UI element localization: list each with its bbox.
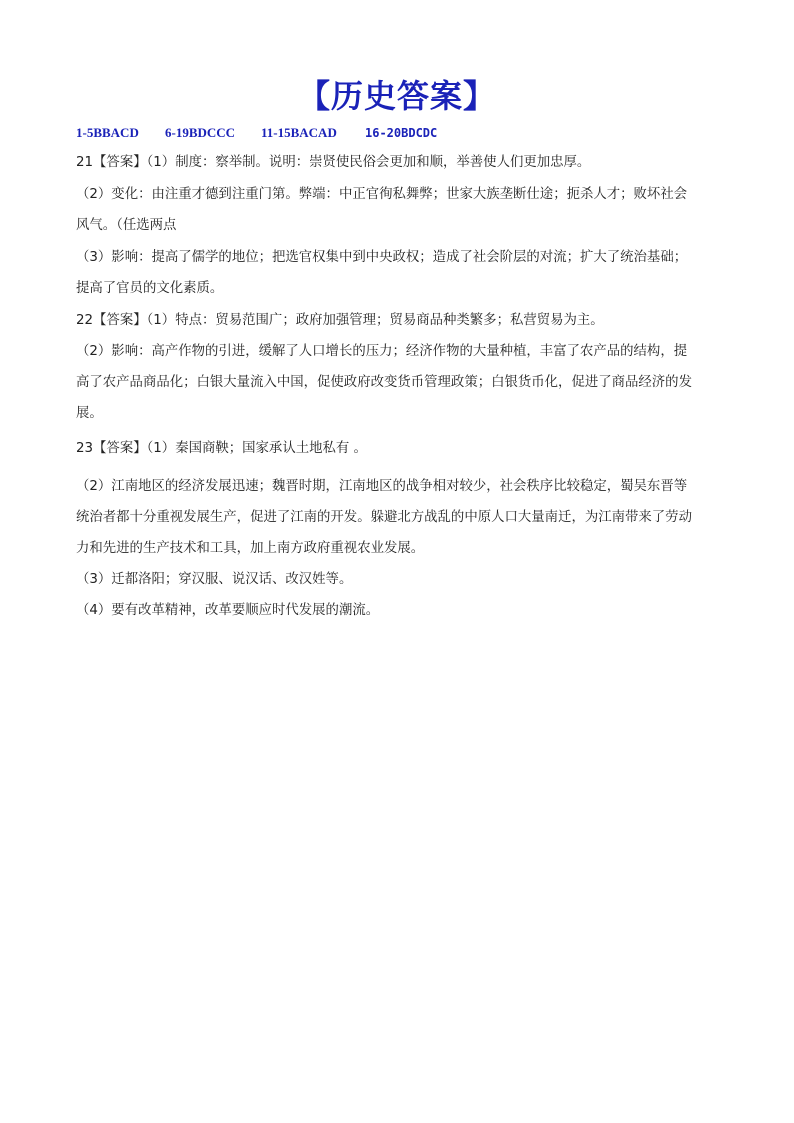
- mc-answer-group: 1-5BBACD: [76, 125, 139, 140]
- answer-line: 22【答案】（1）特点：贸易范围广；政府加强管理；贸易商品种类繁多；私营贸易为主。: [76, 313, 604, 328]
- mc-answer-group: 6-19BDCCC: [165, 125, 236, 140]
- answer-line: （4）要有改革精神，改革要顺应时代发展的潮流。: [76, 603, 380, 618]
- mc-answer-group: 11-15BACAD: [261, 125, 337, 140]
- multiple-choice-answers: [76, 124, 437, 142]
- answer-line: （2）变化：由注重才德到注重门第。弊端：中正官徇私舞弊；世家大族垄断仕途；扼杀人才；败坏社会: [76, 187, 688, 202]
- answer-line: （3）迁都洛阳；穿汉服、说汉话、改汉姓等。: [76, 572, 353, 587]
- answer-line: 提高了官员的文化素质。: [76, 281, 224, 296]
- answer-line: 统治者都十分重视发展生产，促进了江南的开发。躲避北方战乱的中原人口大量南迁，为江南带来了劳动: [76, 510, 692, 525]
- answer-line: 21【答案】（1）制度：察举制。说明：崇贤使民俗会更加和顺，举善使人们更加忠厚。: [76, 155, 591, 170]
- answer-line: 力和先进的生产技术和工具，加上南方政府重视农业发展。: [76, 541, 425, 556]
- answer-line: 展。: [76, 406, 103, 421]
- answer-line: （3）影响：提高了儒学的地位；把选官权集中到中央政权；造成了社会阶层的对流；扩大了统治基础；: [76, 250, 688, 265]
- answer-line: 风气。（任选两点: [76, 218, 177, 233]
- answer-line: （2）影响：高产作物的引进，缓解了人口增长的压力；经济作物的大量种植，丰富了农产品的结构，提: [76, 344, 688, 359]
- page-title: 【历史答案】: [297, 77, 496, 115]
- mc-answer-group: 16-20BDCDC: [365, 126, 438, 140]
- answer-line: 高了农产品商品化；白银大量流入中国，促使政府改变货币管理政策；白银货币化，促进了商品经济的发: [76, 375, 692, 390]
- answer-line: （2）江南地区的经济发展迅速；魏晋时期，江南地区的战争相对较少，社会秩序比较稳定，蜀吴东晋等: [76, 479, 688, 494]
- answer-line: 23【答案】（1）秦国商鞅；国家承认土地私有 。: [76, 441, 367, 456]
